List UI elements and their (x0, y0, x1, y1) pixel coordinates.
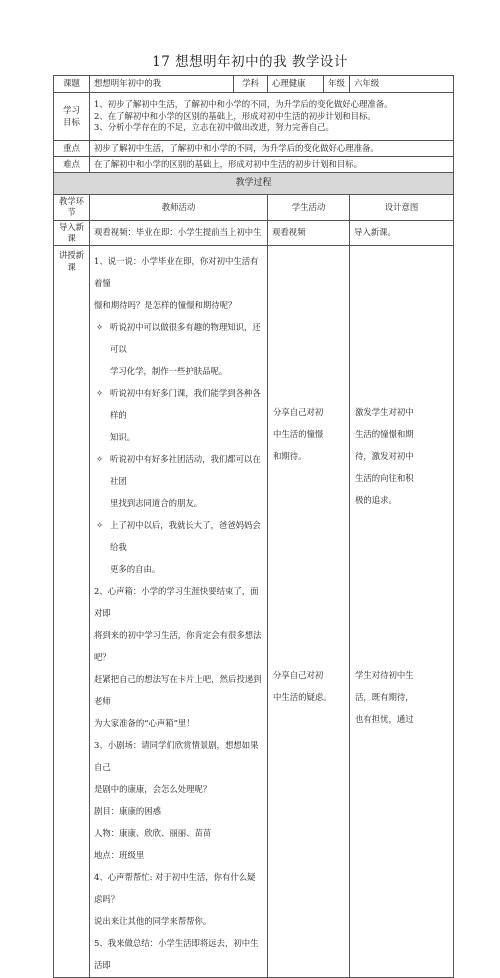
teacher-line: 4、心声帮帮忙: 对于初中生活，你有什么疑虑吗？ (94, 872, 256, 905)
grade-label: 年级 (324, 76, 350, 93)
process-title: 教学过程 (54, 173, 454, 195)
course-label: 课题 (54, 76, 90, 93)
teacher-line: 1、说一说：小学毕业在即，你对初中生活有着憧 (94, 256, 259, 289)
intro-student: 观看视频 (268, 220, 350, 246)
process-header-row (54, 195, 454, 221)
goal-item-1: 1、初步了解初中生活，了解初中和小学的不同，为升学后的变化做好心理准备。 (94, 99, 393, 110)
key-point-value: 初步了解初中生活，了解初中和小学的不同，为升学后的变化做好心理准备。 (90, 141, 454, 157)
sparkle-bullet-icon: ✧ (96, 322, 104, 333)
teacher-line: 2、心声箱：小学的学习生涯快要结束了，面对即 (94, 586, 259, 619)
teacher-line: 5、我来做总结：小学生活即将远去，初中生活即 (94, 938, 259, 971)
bullet-item: ✧ 听说初中有好多社团活动，我们都可以在社团 (94, 448, 263, 492)
goal-item-3: 3、分析小学存在的不足，立志在初中做出改进，努力完善自己。 (94, 122, 334, 133)
teacher-line: 人物：康康、欣欣、丽丽、苗苗 (94, 828, 212, 839)
lesson-plan-table (53, 75, 454, 978)
bullet-item-cont: 知识。 (110, 432, 136, 443)
bullet-item: ✧ 听说初中有好多门课，我们能学到各种各样的 (94, 382, 263, 426)
grade-value: 六年级 (350, 76, 454, 93)
sparkle-bullet-icon: ✧ (96, 454, 104, 465)
intro-row (54, 220, 454, 246)
goals-label-line2: 目标 (63, 116, 80, 127)
bullet-item: ✧ 上了初中以后，我就长大了，爸爸妈妈会给我 (94, 514, 263, 558)
subject-label: 学科 (234, 76, 268, 93)
intro-stage: 导入新课 (54, 220, 90, 246)
bullet-item-cont: 里找到志同道合的朋友。 (110, 498, 203, 509)
teacher-line: 憬和期待吗？是怎样的憧憬和期待呢？ (94, 300, 237, 311)
teacher-line: 赶紧把自己的想法写在卡片上吧，然后投递到老师 (94, 674, 262, 707)
teacher-line: 3、小剧场：请同学们欣赏情景剧，想想如果自己 (94, 740, 259, 773)
bullet-item-cont: 学习化学，制作一些护肤品呢。 (110, 366, 228, 377)
sparkle-bullet-icon: ✧ (96, 388, 104, 399)
intent-block-2: 学生对待初中生 活，既有期待， 也有担忧，通过 (355, 670, 414, 725)
teacher-line: 将到来的初中学习生活，你肯定会有很多想法吧？ (94, 630, 262, 663)
goals-row (54, 93, 454, 141)
intro-intent: 导入新课。 (350, 220, 454, 246)
intro-teacher: 观看视频：毕业在即：小学生提前当上初中生 (90, 220, 268, 246)
page-title: 17 想想明年初中的我 教学设计 (152, 54, 348, 70)
header-teacher: 教师活动 (90, 195, 268, 221)
goal-item-2: 2、在了解初中和小学的区别的基础上，形成对初中生活的初步计划和目标。 (94, 110, 376, 121)
difficulty-value: 在了解初中和小学的区别的基础上，形成对初中生活的初步计划和目标。 (90, 157, 454, 173)
goals-content (90, 93, 454, 141)
teacher-line: 剧目：康康的困惑 (94, 806, 161, 817)
key-point-row (54, 141, 454, 157)
header-student: 学生活动 (268, 195, 350, 221)
key-point-label: 重点 (54, 141, 90, 157)
process-title-row (54, 173, 454, 195)
goals-label (54, 93, 90, 141)
goals-label-line1: 学习 (63, 105, 80, 116)
student-block-2: 分享自己对初 中生活的疑虑。 (273, 670, 332, 703)
bullet-item: ✧ 听说初中可以做很多有趣的物理知识，还可以 (94, 316, 263, 360)
teacher-line: 为大家准备的“心声箱”里！ (94, 718, 195, 729)
teacher-line: 地点：班级里 (94, 850, 145, 861)
bullet-item-cont: 更多的自由。 (110, 564, 161, 575)
student-block-1: 分享自己对初 中生活的憧憬 和期待。 (273, 407, 324, 462)
main-teacher (90, 246, 268, 978)
sparkle-bullet-icon: ✧ (96, 520, 104, 531)
main-intent (350, 246, 454, 978)
intent-block-1: 激发学生对初中 生活的憧憬和期 待，激发对初中 生活的向往和积 极的追求。 (355, 407, 414, 506)
course-value: 想想明年初中的我 (90, 76, 234, 93)
subject-value: 心理健康 (268, 76, 324, 93)
teacher-line: 说出来让其他的同学来帮帮你。 (94, 916, 212, 927)
main-stage: 讲授新课 (54, 246, 90, 978)
header-intent: 设计意图 (350, 195, 454, 221)
teacher-line: 是剧中的康康，会怎么处理呢？ (94, 784, 212, 795)
main-student (268, 246, 350, 978)
main-row (54, 246, 454, 978)
difficulty-row (54, 157, 454, 173)
difficulty-label: 难点 (54, 157, 90, 173)
header-stage: 教学环节 (54, 195, 90, 221)
info-row (54, 76, 454, 93)
